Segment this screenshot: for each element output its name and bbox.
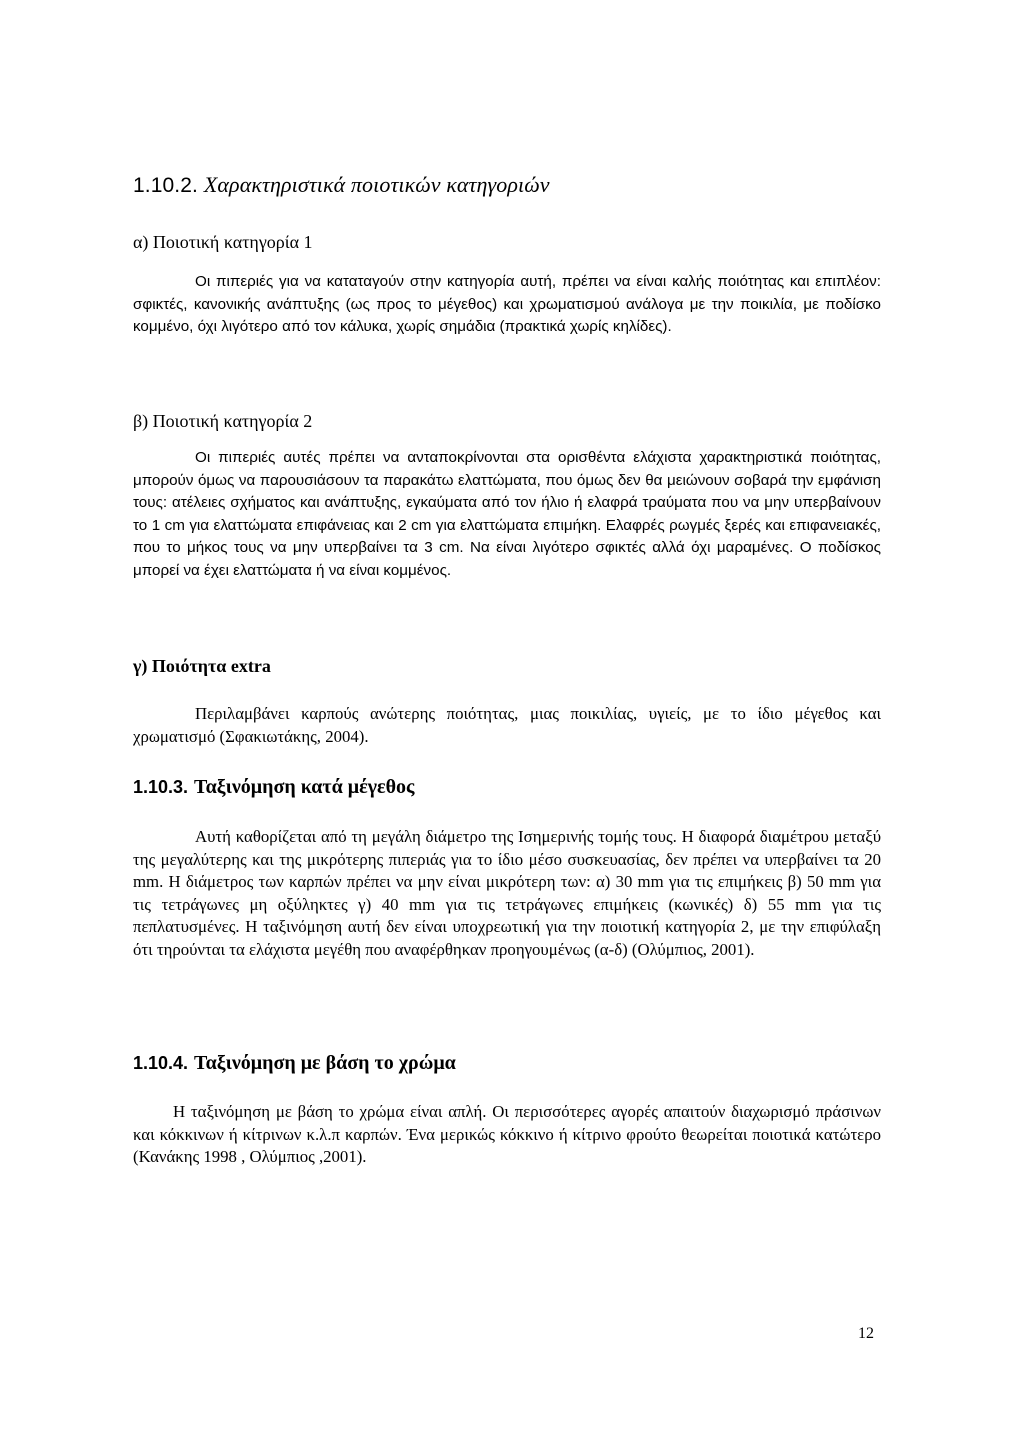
section-number: 1.10.2.: [133, 174, 198, 197]
section-heading-1-10-4: [133, 1052, 456, 1075]
section-heading-1-10-3: [133, 776, 414, 799]
extra-paragraph: Περιλαμβάνει καρπούς ανώτερης ποιότητας, μιας ποικιλίας, υγιείς, με το ίδιο μέγεθος και χρωματισμό (Σφακιωτάκης, 2004).: [133, 704, 881, 746]
page-number: 12: [858, 1325, 874, 1342]
color-classification-paragraph: Η ταξινόμηση με βάση το χρώμα είναι απλή. Οι περισσότερες αγορές απαιτούν διαχωρισμό πράσινων και κόκκινων ή κίτρινων κ.λ.π καρπών. Ένα μερικώς κόκκινο ή κίτρινο φρούτο θεωρείται ποιοτικά κατώτερο (Κανάκης 1998 , Ολύμπιος ,2001).: [133, 1102, 881, 1167]
section-number: 1.10.3.: [133, 777, 189, 797]
size-classification-paragraph: Αυτή καθορίζεται από τη μεγάλη διάμετρο της Ισημερινής τομής τους. Η διαφορά διαμέτρου μεταξύ της μεγαλύτερης και της μικρότερης πιπεριάς για το ίδιο μέσο συσκευασίας, δεν πρέπει να υπερβαίνει τα 20 mm. Η διάμετρος των καρπών πρέπει να μην είναι μικρότερη των: α) 30 mm για τις επιμήκεις β) 50 mm για τις τετράγωνες μη οξύληκτες γ) 40 mm για τις τετράγωνες επιμήκεις (κωνικές) δ) 55 mm για τις πεπλατυσμένες. Η ταξινόμηση αυτή δεν είναι υποχρεωτική για την ποιοτική κατηγορία 2, με την επιφύλαξη ότι τηρούνται τα ελάχιστα μεγέθη που αναφέρθηκαν προηγουμένως (α-δ) (Ολύμπιος, 2001).: [133, 827, 881, 959]
section-heading-1-10-2: [133, 172, 550, 198]
section-title: Ταξινόμηση κατά μέγεθος: [194, 776, 415, 798]
category-2-heading: β) Ποιοτική κατηγορία 2: [133, 411, 313, 431]
extra-heading: γ) Ποιότητα extra: [133, 656, 271, 676]
section-title: Ταξινόμηση με βάση το χρώμα: [194, 1052, 456, 1074]
section-title: Χαρακτηριστικά ποιοτικών κατηγοριών: [203, 172, 550, 197]
section-number: 1.10.4.: [133, 1053, 189, 1073]
category-1-heading: α) Ποιοτική κατηγορία 1: [133, 232, 313, 252]
category-1-paragraph: Οι πιπεριές για να καταταγούν στην κατηγορία αυτή, πρέπει να είναι καλής ποιότητας και επιπλέον: σφικτές, κανονικής ανάπτυξης (ως προς το μέγεθος) και χρωματισμού ανάλογα με την ποικιλία, με ποδίσκο κομμένο, όχι λιγότερο από τον κάλυκα, χωρίς σημάδια (πρακτικά χωρίς κηλίδες).: [133, 273, 881, 336]
category-2-paragraph: Οι πιπεριές αυτές πρέπει να ανταποκρίνονται στα ορισθέντα ελάχιστα χαρακτηριστικά ποιότητας, μπορούν όμως να παρουσιάσουν τα παρακάτω ελαττώματα, που όμως δεν θα μειώνουν σοβαρά την εμφάνιση τους: ατέλειες σχήματος και ανάπτυξης, εγκαύματα από τον ήλιο ή ελαφρά τραύματα που να μην υπερβαίνουν το 1 cm για ελαττώματα επιφάνειας και 2 cm για ελαττώματα επιμήκη. Ελαφρές ρωγμές ξερές και επιφανειακές, που το μήκος τους να μην υπερβαίνει τα 3 cm. Να είναι λιγότερο σφικτές αλλά όχι μαραμένες. Ο ποδίσκος μπορεί να έχει ελαττώματα ή να είναι κομμένος.: [133, 449, 881, 579]
